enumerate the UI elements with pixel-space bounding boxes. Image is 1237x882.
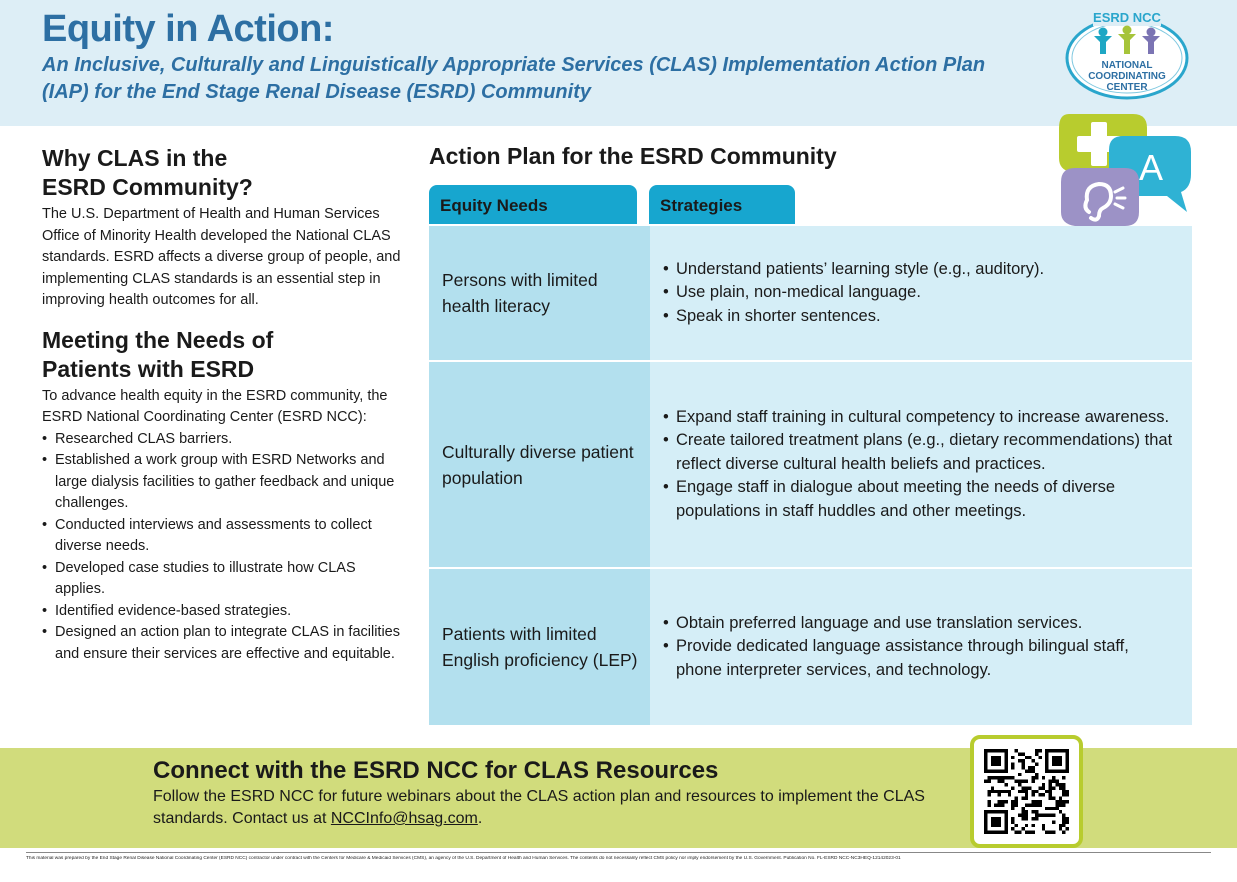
need-label: Culturally diverse patient population <box>442 441 634 488</box>
list-item: • Identified evidence-based strategies. <box>42 601 408 623</box>
connect-text <box>153 786 953 830</box>
table-row-need <box>429 362 650 567</box>
why-clas-heading <box>42 144 408 202</box>
strategy-list <box>663 258 1044 329</box>
strategy-item: • Create tailored treatment plans (e.g., dietary recommendations) that reflect diverse cultural health beliefs and practices. <box>663 429 1178 476</box>
meeting-needs-intro: To advance health equity in the ESRD community, the ESRD National Coordinating Center (ESRD NCC): <box>42 387 388 425</box>
strategies-column-header: Strategies <box>649 185 795 224</box>
strategy-item: • Speak in shorter sentences. <box>663 305 1044 329</box>
equity-needs-column-header: Equity Needs <box>429 185 637 224</box>
meeting-needs-heading <box>42 326 408 384</box>
why-clas-heading-line2: ESRD Community? <box>42 174 253 200</box>
logo-line1: NATIONAL <box>1101 60 1153 71</box>
page-subtitle: An Inclusive, Culturally and Linguistically Appropriate Services (CLAS) Implementation Action Plan (IAP) for the End Stage Renal Disease (ESRD) Community <box>42 54 986 103</box>
page-title: Equity in Action: <box>42 8 334 50</box>
ncc-actions-list <box>42 429 408 666</box>
header-band <box>0 0 1237 126</box>
esrd-ncc-logo <box>1063 8 1191 104</box>
connect-text-body: Follow the ESRD NCC for future webinars about the CLAS action plan and resources to implement the CLAS standards. Contact us at <box>153 788 925 827</box>
qr-code[interactable] <box>970 735 1083 848</box>
table-row-need <box>429 226 650 360</box>
why-clas-heading-line1: Why CLAS in the <box>42 145 228 171</box>
logo-top-text: ESRD NCC <box>1093 10 1161 25</box>
language-bubble-letter: A <box>1138 147 1164 188</box>
list-item: • Developed case studies to illustrate how CLAS applies. <box>42 558 408 601</box>
strategy-item: • Engage staff in dialogue about meeting the needs of diverse populations in staff huddles and other meetings. <box>663 476 1178 523</box>
strategy-item: • Understand patients’ learning style (e.g., auditory). <box>663 258 1044 282</box>
need-label: Persons with limited health literacy <box>442 270 598 316</box>
strategy-item: • Obtain preferred language and use translation services. <box>663 612 1178 636</box>
table-row-strategies <box>650 362 1192 567</box>
connect-heading: Connect with the ESRD NCC for CLAS Resources <box>153 757 719 784</box>
strategy-list <box>663 406 1178 524</box>
meeting-needs-heading-line1: Meeting the Needs of <box>42 326 274 353</box>
logo-line3: CENTER <box>1106 82 1148 93</box>
disclaimer-text: This material was prepared by the End Stage Renal Disease National Coordinating Center (ESRD NCC) contractor under contract with the Centers for Medicare & Medicaid Services (CMS), an agency of the U.S. Department of Health and Human Services. The contents do not necessarily reflect CMS policy nor imply endorsement by the U.S. Government. Publication No. FL-ESRD NCC-NC3HEQ-12142023-01 <box>26 856 901 861</box>
table-row-need <box>429 569 650 725</box>
list-item: • Designed an action plan to integrate CLAS in facilities and ensure their services are effective and equitable. <box>42 622 408 665</box>
list-item: • Researched CLAS barriers. <box>42 429 408 451</box>
action-plan-title: Action Plan for the ESRD Community <box>429 143 837 169</box>
meeting-needs-heading-line2: Patients with ESRD <box>42 355 255 382</box>
strategy-item: • Provide dedicated language assistance through bilingual staff, phone interpreter services, and technology. <box>663 635 1178 682</box>
logo-line2: COORDINATING <box>1088 71 1166 82</box>
strategy-list <box>663 612 1178 683</box>
contact-email-link[interactable]: NCCInfo@hsag.com <box>330 810 478 827</box>
table-row-strategies <box>650 569 1192 725</box>
left-column <box>42 144 408 665</box>
table-row-strategies <box>650 226 1192 360</box>
strategy-item: • Expand staff training in cultural competency to increase awareness. <box>663 406 1178 430</box>
list-item: • Conducted interviews and assessments to collect diverse needs. <box>42 515 408 558</box>
qr-code-image <box>984 749 1069 834</box>
footer-divider <box>26 852 1211 853</box>
connect-text-end: . <box>477 810 483 827</box>
why-clas-text: The U.S. Department of Health and Human Services Office of Minority Health developed the National CLAS standards. ESRD affects a diverse group of people, and implementing CLAS standards is an essential step in improving health outcomes for all. <box>42 206 401 308</box>
strategy-item: • Use plain, non-medical language. <box>663 281 1044 305</box>
need-label: Patients with limited English proficiency (LEP) <box>442 624 638 670</box>
list-item: • Established a work group with ESRD Networks and large dialysis facilities to gather feedback and unique challenges. <box>42 450 408 515</box>
